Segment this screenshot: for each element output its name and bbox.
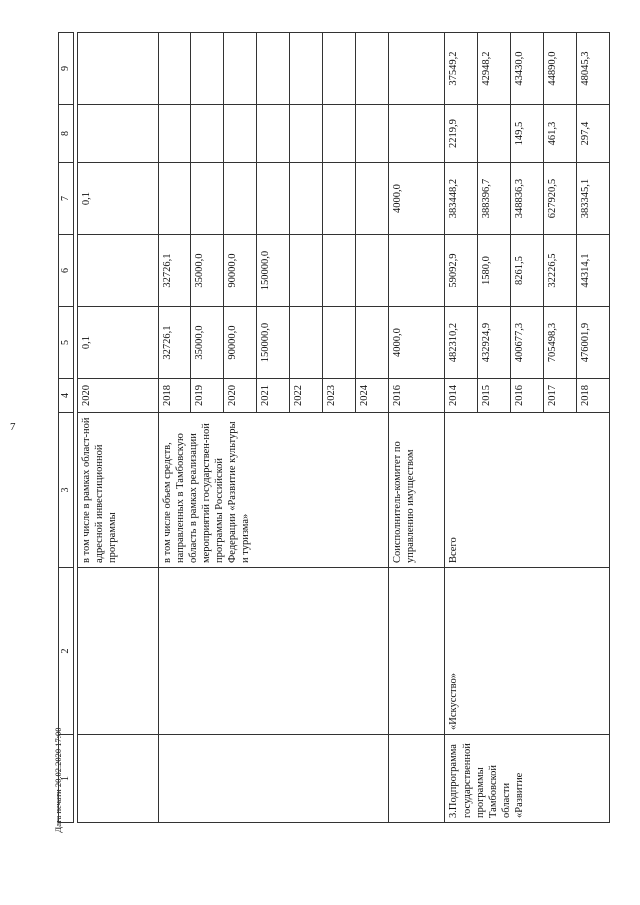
funding-source-cell: Всего (445, 413, 610, 568)
total-amount-cell: 150000,0 (257, 307, 290, 379)
budget-table-container (58, 33, 610, 823)
subprogram-name-cell (158, 568, 388, 735)
table-row (388, 33, 445, 823)
federal-budget-cell (78, 235, 159, 307)
total-amount-cell: 4000,0 (388, 307, 445, 379)
local-budget-cell (355, 105, 388, 163)
regional-budget-cell (355, 163, 388, 235)
budget-table (58, 32, 610, 823)
extra-budget-cell (290, 33, 323, 105)
federal-budget-cell (355, 235, 388, 307)
column-number: 4 (59, 379, 74, 413)
total-amount-cell: 35000,0 (191, 307, 224, 379)
table-row (158, 33, 191, 823)
year-cell: 2023 (322, 379, 355, 413)
total-amount-cell: 476001,9 (577, 307, 610, 379)
federal-budget-cell: 32726,1 (158, 235, 191, 307)
federal-budget-cell: 8261,5 (511, 235, 544, 307)
year-cell: 2015 (478, 379, 511, 413)
regional-budget-cell: 383448,2 (445, 163, 478, 235)
federal-budget-cell: 44314,1 (577, 235, 610, 307)
regional-budget-cell (191, 163, 224, 235)
column-number: 9 (59, 33, 74, 105)
column-number: 5 (59, 307, 74, 379)
year-cell: 2016 (511, 379, 544, 413)
extra-budget-cell: 48045,3 (577, 33, 610, 105)
column-number-row (59, 33, 74, 823)
year-cell: 2024 (355, 379, 388, 413)
year-cell: 2019 (191, 379, 224, 413)
column-number: 2 (59, 568, 74, 735)
table-row (445, 33, 478, 823)
regional-budget-cell: 0,1 (78, 163, 159, 235)
federal-budget-cell (388, 235, 445, 307)
extra-budget-cell (355, 33, 388, 105)
extra-budget-cell (224, 33, 257, 105)
print-date: Дата печати 20.02.2020 17:00 (53, 727, 63, 833)
local-budget-cell (478, 105, 511, 163)
federal-budget-cell (322, 235, 355, 307)
column-number: 6 (59, 235, 74, 307)
subprogram-name-cell: «Искусство» (445, 568, 610, 735)
extra-budget-cell: 44890,0 (544, 33, 577, 105)
regional-budget-cell (322, 163, 355, 235)
year-cell: 2020 (224, 379, 257, 413)
federal-budget-cell: 150000,0 (257, 235, 290, 307)
column-number: 7 (59, 163, 74, 235)
extra-budget-cell: 42948,2 (478, 33, 511, 105)
funding-source-cell: в том числе объем средств, направленных в Тамбовскую область в рамках реализации мероприятий государствен-ной программы Российской Федерации «Развитие культуры и туризма» (158, 413, 388, 568)
regional-budget-cell (257, 163, 290, 235)
federal-budget-cell: 32226,5 (544, 235, 577, 307)
federal-budget-cell: 90000,0 (224, 235, 257, 307)
total-amount-cell: 705498,3 (544, 307, 577, 379)
regional-budget-cell (224, 163, 257, 235)
total-amount-cell: 400677,3 (511, 307, 544, 379)
year-cell: 2014 (445, 379, 478, 413)
year-cell: 2021 (257, 379, 290, 413)
extra-budget-cell: 43430,0 (511, 33, 544, 105)
regional-budget-cell: 383345,1 (577, 163, 610, 235)
funding-source-cell: в том числе в рамках област-ной адресной инвестиционной программы (78, 413, 159, 568)
year-cell: 2016 (388, 379, 445, 413)
total-amount-cell: 482310,2 (445, 307, 478, 379)
federal-budget-cell: 59092,9 (445, 235, 478, 307)
local-budget-cell: 149,5 (511, 105, 544, 163)
regional-budget-cell: 348836,3 (511, 163, 544, 235)
regional-budget-cell: 627920,5 (544, 163, 577, 235)
program-name-cell (388, 735, 445, 823)
local-budget-cell (78, 105, 159, 163)
column-number: 3 (59, 413, 74, 568)
total-amount-cell (355, 307, 388, 379)
local-budget-cell (257, 105, 290, 163)
federal-budget-cell: 35000,0 (191, 235, 224, 307)
local-budget-cell (158, 105, 191, 163)
local-budget-cell (322, 105, 355, 163)
table-body (59, 33, 610, 823)
local-budget-cell (191, 105, 224, 163)
extra-budget-cell (191, 33, 224, 105)
column-number: 1 (59, 735, 74, 823)
total-amount-cell: 32726,1 (158, 307, 191, 379)
page-number: 7 (10, 421, 16, 433)
local-budget-cell: 461,3 (544, 105, 577, 163)
local-budget-cell: 2219,9 (445, 105, 478, 163)
extra-budget-cell (78, 33, 159, 105)
subprogram-name-cell (388, 568, 445, 735)
total-amount-cell: 90000,0 (224, 307, 257, 379)
column-number: 8 (59, 105, 74, 163)
regional-budget-cell (158, 163, 191, 235)
extra-budget-cell: 37549,2 (445, 33, 478, 105)
year-cell: 2022 (290, 379, 323, 413)
local-budget-cell (388, 105, 445, 163)
total-amount-cell (322, 307, 355, 379)
table-row (78, 33, 159, 823)
year-cell: 2017 (544, 379, 577, 413)
year-cell: 2020 (78, 379, 159, 413)
extra-budget-cell (388, 33, 445, 105)
total-amount-cell (290, 307, 323, 379)
regional-budget-cell: 4000,0 (388, 163, 445, 235)
year-cell: 2018 (577, 379, 610, 413)
local-budget-cell: 297,4 (577, 105, 610, 163)
program-name-cell: 3.Подпрограмма государственной программы Тамбовской области «Развитие (445, 735, 610, 823)
regional-budget-cell: 388396,7 (478, 163, 511, 235)
program-name-cell (158, 735, 388, 823)
year-cell: 2018 (158, 379, 191, 413)
total-amount-cell: 0,1 (78, 307, 159, 379)
program-name-cell (78, 735, 159, 823)
federal-budget-cell: 1580,0 (478, 235, 511, 307)
extra-budget-cell (322, 33, 355, 105)
subprogram-name-cell (78, 568, 159, 735)
total-amount-cell: 432924,9 (478, 307, 511, 379)
local-budget-cell (290, 105, 323, 163)
extra-budget-cell (158, 33, 191, 105)
local-budget-cell (224, 105, 257, 163)
extra-budget-cell (257, 33, 290, 105)
regional-budget-cell (290, 163, 323, 235)
funding-source-cell: Соисполнитель-комитет по управлению имуществом (388, 413, 445, 568)
federal-budget-cell (290, 235, 323, 307)
